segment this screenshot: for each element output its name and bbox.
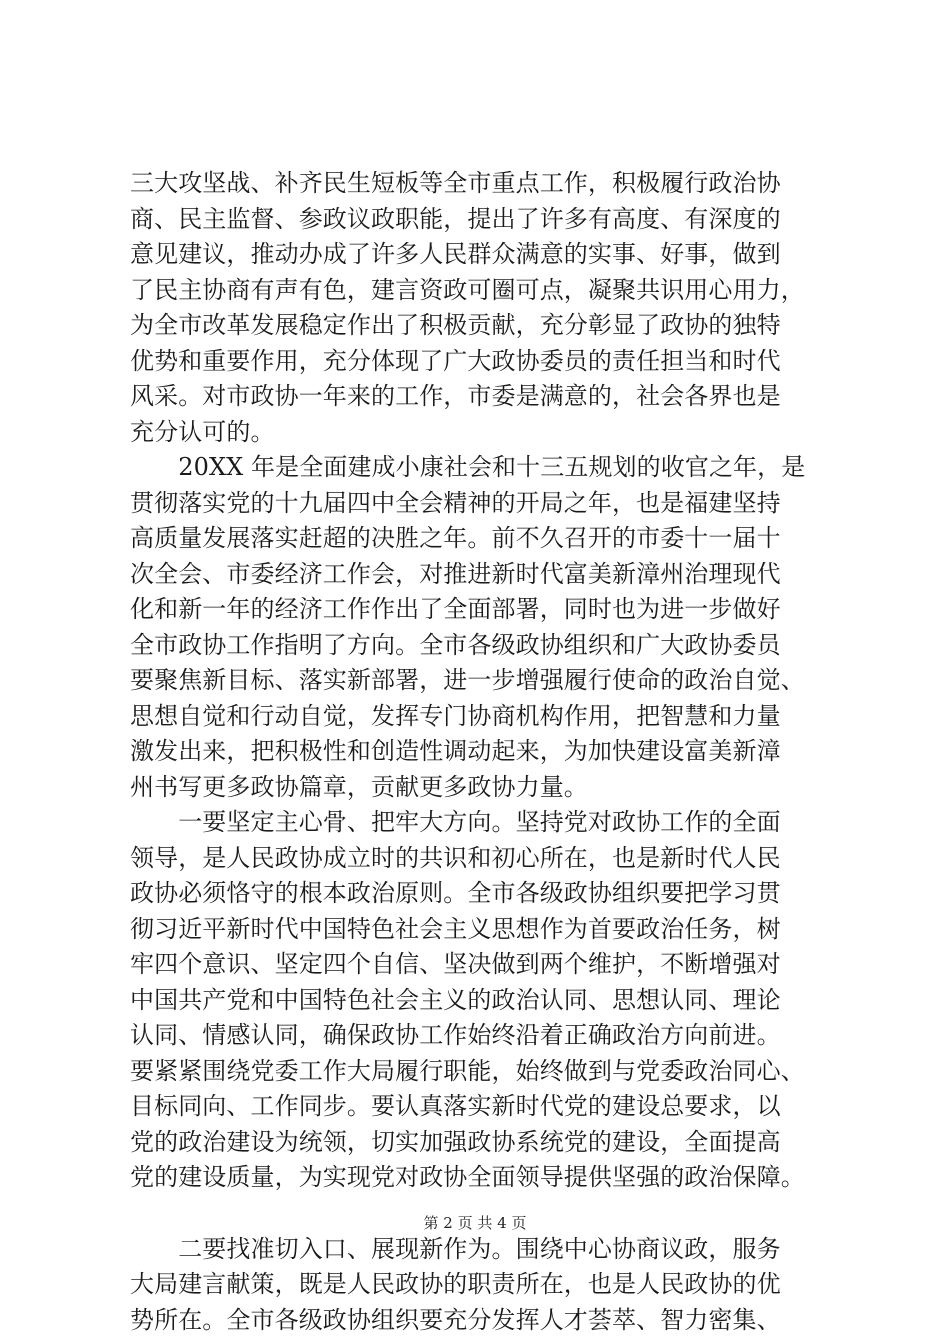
text-line: 彻习近平新时代中国特色社会主义思想作为首要政治任务，树 — [130, 914, 781, 943]
text-line: 中国共产党和中国特色社会主义的政治认同、思想认同、理论 — [130, 985, 781, 1014]
paragraph-3 — [130, 805, 830, 1196]
text-line: 高质量发展落实赶超的决胜之年。前不久召开的市委十一届十 — [130, 524, 781, 552]
paragraph-1 — [130, 166, 830, 450]
text-line: 思想自觉和行动自觉，发挥专门协商机构作用，把智慧和力量 — [130, 701, 781, 730]
text-line: 意见建议，推动办成了许多人民群众满意的实事、好事，做到 — [130, 240, 781, 268]
text-line: 为全市改革发展稳定作出了积极贡献，充分彰显了政协的独特 — [130, 311, 781, 339]
text-line: 全市政协工作指明了方向。全市各级政协组织和广大政协委员 — [130, 630, 781, 659]
text-line: 二要找准切入口、展现新作为。围绕中心协商议政，服务 — [130, 1234, 781, 1263]
text-line: 激发出来，把积极性和创造性调动起来，为加快建设富美新漳 — [130, 737, 781, 765]
text-line: 州书写更多政协篇章，贡献更多政协力量。 — [130, 772, 588, 801]
text-line: 充分认可的。 — [130, 417, 275, 446]
page-number-footer: 第 2 页 共 4 页 — [423, 1214, 527, 1232]
text-line: 政协必须恪守的根本政治原则。全市各级政协组织要把学习贯 — [130, 879, 781, 907]
text-line: 势所在。全市各级政协组织要充分发挥人才荟萃、智力密集、 — [130, 1305, 781, 1334]
paragraph-4 — [130, 1232, 830, 1339]
text-line: 了民主协商有声有色，建言资政可圈可点，凝聚共识用心用力， — [130, 275, 805, 304]
text-line: 党的建设质量，为实现党对政协全面领导提供坚强的政治保障。 — [130, 1163, 805, 1191]
text-line: 优势和重要作用，充分体现了广大政协委员的责任担当和时代 — [130, 346, 781, 375]
text-line: 党的政治建设为统领，切实加强政协系统党的建设，全面提高 — [130, 1127, 781, 1156]
text-line: 领导，是人民政协成立时的共识和初心所在，也是新时代人民 — [130, 843, 781, 872]
text-line: 大局建言献策，既是人民政协的职责所在，也是人民政协的优 — [130, 1270, 781, 1298]
text-line: 要聚焦新目标、落实新部署，进一步增强履行使命的政治自觉、 — [130, 666, 805, 694]
text-line: 次全会、市委经济工作会，对推进新时代富美新漳州治理现代 — [130, 559, 781, 588]
text-line: 20XX 年是全面建成小康社会和十三五规划的收官之年，是 — [130, 453, 806, 481]
text-line: 牢四个意识、坚定四个自信、坚决做到两个维护，不断增强对 — [130, 950, 781, 978]
text-line: 贯彻落实党的十九届四中全会精神的开局之年，也是福建坚持 — [130, 488, 781, 517]
text-line: 商、民主监督、参政议政职能，提出了许多有高度、有深度的 — [130, 204, 781, 233]
text-line: 一要坚定主心骨、把牢大方向。坚持党对政协工作的全面 — [130, 808, 781, 836]
text-line: 要紧紧围绕党委工作大局履行职能，始终做到与党委政治同心、 — [130, 1056, 805, 1085]
text-line: 三大攻坚战、补齐民生短板等全市重点工作，积极履行政治协 — [130, 169, 781, 197]
text-line: 认同、情感认同，确保政协工作始终沿着正确政治方向前进。 — [130, 1021, 781, 1049]
text-line: 化和新一年的经济工作作出了全面部署，同时也为进一步做好 — [130, 595, 781, 623]
paragraph-2 — [130, 450, 830, 805]
text-line: 风采。对市政协一年来的工作，市委是满意的，社会各界也是 — [130, 382, 781, 410]
text-line: 目标同向、工作同步。要认真落实新时代党的建设总要求，以 — [130, 1092, 781, 1120]
document-body — [130, 166, 830, 1338]
